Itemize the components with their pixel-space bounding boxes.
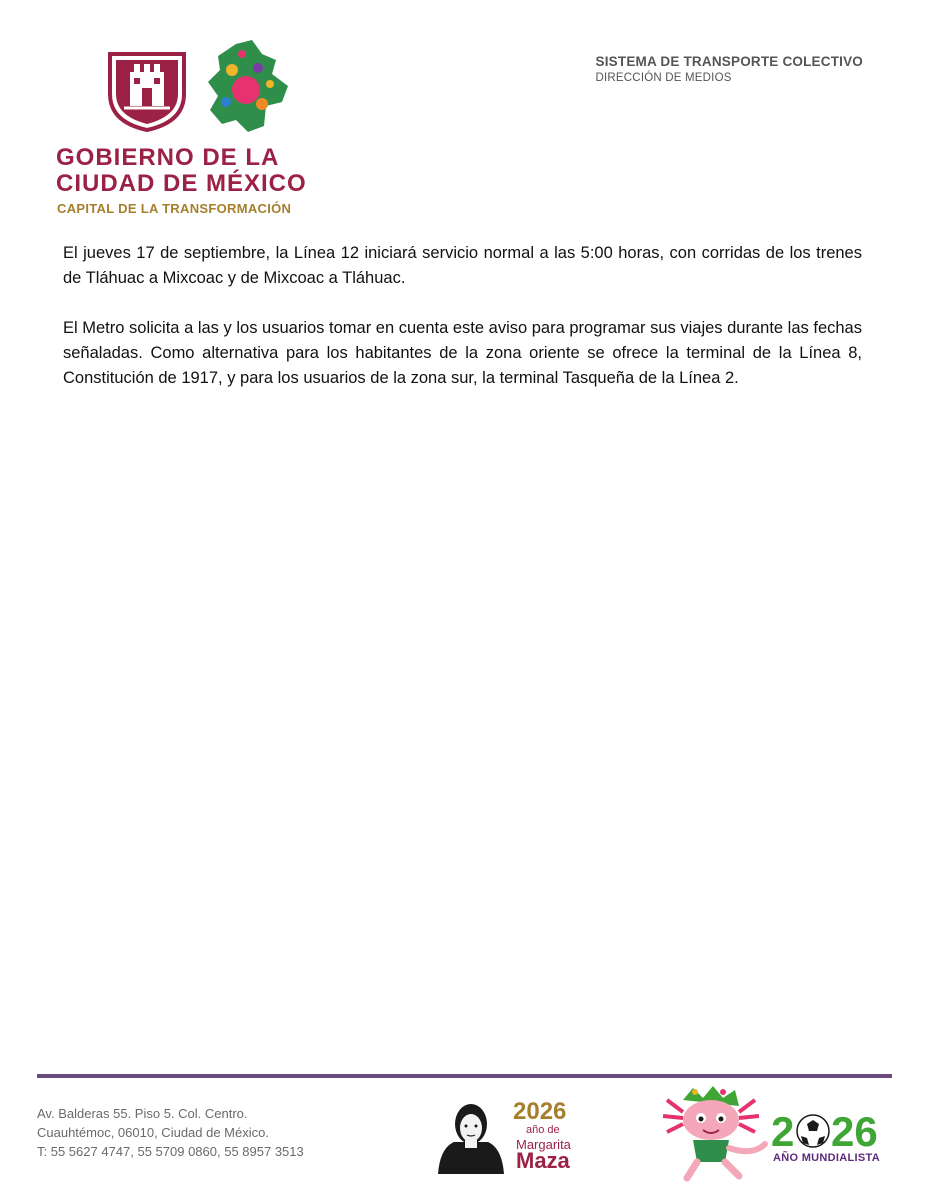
document-body (63, 241, 862, 416)
gov-title-line2: CIUDAD DE MÉXICO (56, 170, 307, 197)
gov-title-line1: GOBIERNO DE LA (56, 144, 280, 171)
mundial-label: AÑO MUNDIALISTA (773, 1152, 880, 1164)
address-line-2: Cuauhtémoc, 06010, Ciudad de México. (37, 1125, 269, 1140)
soccer-ball-icon (797, 1115, 829, 1147)
mm-subtitle: año de (526, 1124, 560, 1136)
footer-divider (37, 1074, 892, 1078)
cdmx-map-logo (196, 40, 326, 140)
phone-numbers: T: 55 5627 4747, 55 5709 0860, 55 8957 3513 (37, 1144, 304, 1159)
mundial-2026-logo (771, 1106, 893, 1166)
footer-address (37, 1104, 304, 1161)
margarita-maza-logo (432, 1096, 612, 1174)
mm-last-name: Maza (516, 1148, 570, 1173)
gov-slogan: CAPITAL DE LA TRANSFORMACIÓN (57, 201, 292, 216)
paragraph-1: El jueves 17 de septiembre, la Línea 12 iniciará servicio normal a las 5:00 horas, con corridas de los trenes de Tláhuac a Mixcoac y de Mixcoac a Tláhuac. (63, 244, 862, 287)
mm-first-name: Margarita (516, 1137, 571, 1152)
axolotl-mascot (653, 1086, 771, 1182)
mm-year: 2026 (513, 1098, 567, 1125)
org-name: SISTEMA DE TRANSPORTE COLECTIVO (595, 54, 863, 69)
gobierno-cdmx-logo (56, 40, 326, 220)
margarita-maza-portrait (432, 1096, 510, 1174)
mundial-year-graphic (771, 1106, 893, 1152)
cdmx-shield-logo (106, 50, 188, 132)
address-line-1: Av. Balderas 55. Piso 5. Col. Centro. (37, 1106, 248, 1121)
org-heading (596, 54, 863, 84)
org-department: DIRECCIÓN DE MEDIOS (595, 72, 732, 84)
mundial-year-digit-2: 2 (771, 1108, 795, 1152)
mundial-year-digits-26: 26 (831, 1108, 878, 1152)
paragraph-2: El Metro solicita a las y los usuarios tomar en cuenta este aviso para programar sus viajes durante las fechas señaladas. Como alternativa para los habitantes de la zona oriente se ofrece la terminal de la Línea 8, Constitución de 1917, y para los usuarios de la zona sur, la terminal Tasqueña de la Línea 2. (63, 319, 862, 387)
